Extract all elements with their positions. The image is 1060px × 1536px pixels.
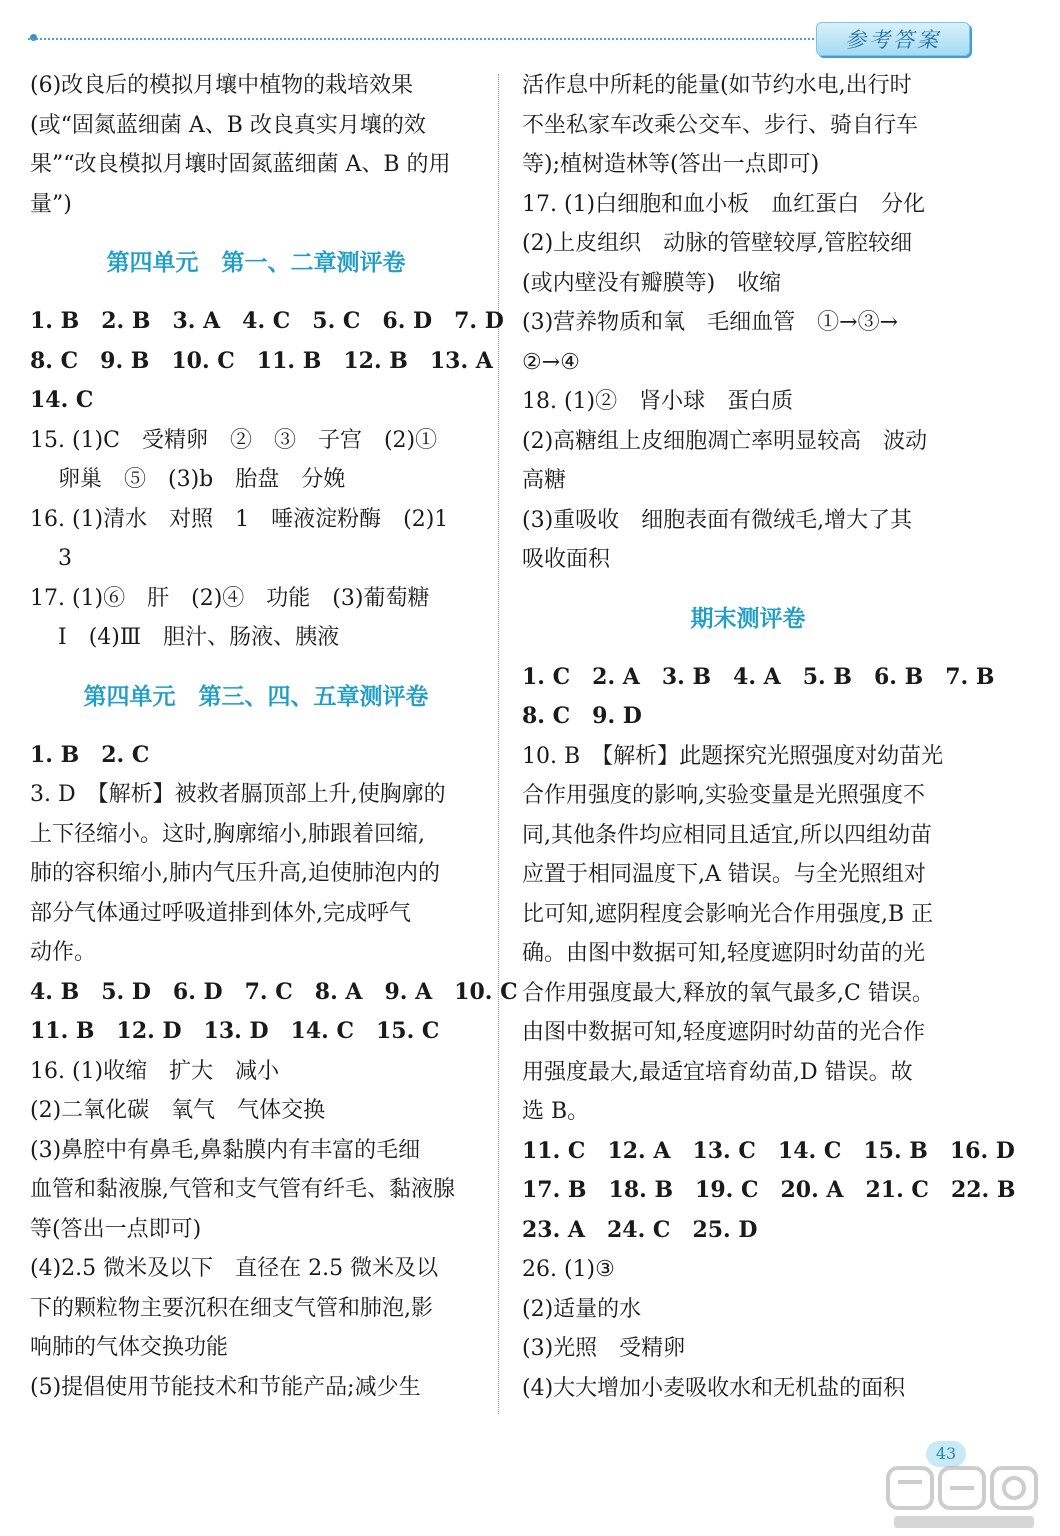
section-title-final-exam: 期末测评卷: [690, 605, 806, 632]
answer-line: 1. C 2. A 3. B 4. A 5. B 6. B 7. B: [522, 663, 995, 690]
text-line: (6)改良后的模拟月壤中植物的栽培效果: [30, 73, 414, 98]
answer-line: (3)营养物质和氧 毛细血管 ①→③→: [522, 310, 899, 335]
answer-line: 17. (1)白细胞和血小板 血红蛋白 分化: [522, 191, 926, 217]
answer-line: 用强度最大,最适宜培育幼苗,D 错误。故: [522, 1059, 913, 1085]
answer-line: ②→④: [522, 349, 580, 375]
answer-line: 17. B 18. B 19. C 20. A 21. C 22. B: [522, 1177, 1016, 1203]
answer-line: (4)大大增加小麦吸收水和无机盐的面积: [522, 1375, 906, 1401]
answer-line: 响肺的气体交换功能: [30, 1335, 229, 1360]
answer-line: Ⅰ (4)Ⅲ 胆汁、肠液、胰液: [58, 625, 340, 650]
answer-line: 不坐私家车改乘公交车、步行、骑自行车: [522, 112, 919, 138]
answer-line: 23. A 24. C 25. D: [522, 1216, 758, 1243]
answer-line: 8. C 9. B 10. C 11. B 12. B 13. A: [30, 347, 493, 374]
answer-line: 16. (1)清水 对照 1 唾液淀粉酶 (2)1: [30, 506, 449, 532]
text-line: 果”“改良模拟月壤时固氮蓝细菌 A、B 的用: [30, 152, 451, 177]
answer-line: 1. B 2. C: [30, 741, 150, 768]
answer-line: (5)提倡使用节能技术和节能产品;减少生: [30, 1374, 421, 1400]
answer-line: (3)光照 受精卵: [522, 1336, 686, 1361]
header-dotted-rule: [28, 38, 818, 40]
answer-line: (3)鼻腔中有鼻毛,鼻黏膜内有丰富的毛细: [30, 1137, 421, 1163]
answer-line: 上下径缩小。这时,胸廓缩小,肺跟着回缩,: [30, 821, 425, 847]
answer-line: 3: [58, 546, 72, 571]
answer-line: 动作。: [30, 940, 97, 965]
watermark-logo: [884, 1462, 1044, 1534]
left-column: [30, 66, 518, 1407]
answer-line: 吸收面积: [522, 547, 611, 572]
answer-line: 11. B 12. D 13. D 14. C 15. C: [30, 1018, 440, 1044]
answer-line: 应置于相同温度下,A 错误。与全光照组对: [522, 862, 926, 887]
answer-line: (2)适量的水: [522, 1296, 642, 1322]
text-line: (或“固氮蓝细菌 A、B 改良真实月壤的效: [30, 112, 426, 138]
answer-line: 11. C 12. A 13. C 14. C 15. B 16. D: [522, 1137, 1015, 1164]
answer-line: 卵巢 ⑤ (3)b 胎盘 分娩: [58, 467, 346, 492]
answer-line: (2)高糖组上皮细胞凋亡率明显较高 波动: [522, 428, 928, 454]
section-title-unit4-ch3-5: 第四单元 第三、四、五章测评卷: [83, 683, 429, 710]
answer-line: 高糖: [522, 468, 567, 493]
page-number: 43: [926, 1441, 966, 1467]
answer-line: 4. B 5. D 6. D 7. C 8. A 9. A 10. C: [30, 978, 518, 1005]
text-line: 量”): [30, 191, 72, 217]
answer-line: 确。由图中数据可知,轻度遮阴时幼苗的光: [522, 941, 925, 966]
answer-line: 15. (1)C 受精卵 ② ③ 子宫 (2)①: [30, 427, 438, 453]
answer-line: 3. D 【解析】被救者膈顶部上升,使胸廓的: [30, 782, 446, 807]
answer-line: 肺的容积缩小,肺内气压升高,迫使肺泡内的: [30, 861, 440, 886]
column-divider: [498, 74, 499, 1414]
answer-line: 血管和黏液腺,气管和支气管有纤毛、黏液腺: [30, 1177, 455, 1202]
answer-line: (2)二氧化碳 氧气 气体交换: [30, 1098, 326, 1123]
answer-line: 10. B 【解析】此题探究光照强度对幼苗光: [522, 743, 944, 769]
answer-line: 合作用强度的影响,实验变量是光照强度不: [522, 783, 925, 808]
answer-line: 18. (1)② 肾小球 蛋白质: [522, 389, 794, 414]
answer-line: 8. C 9. D: [522, 703, 642, 729]
answer-line: 比可知,遮阴程度会影响光合作用强度,B 正: [522, 901, 934, 927]
answer-line: (3)重吸收 细胞表面有微绒毛,增大了其: [522, 507, 913, 533]
answer-line: 26. (1)③: [522, 1257, 615, 1282]
right-column: [522, 66, 1016, 1408]
answer-line: (2)上皮组织 动脉的管壁较厚,管腔较细: [522, 231, 913, 256]
answer-line: 16. (1)收缩 扩大 减小: [30, 1058, 280, 1084]
answer-line: 部分气体通过呼吸道排到体外,完成呼气: [30, 900, 411, 926]
answer-line: 下的颗粒物主要沉积在细支气管和肺泡,影: [30, 1295, 433, 1321]
answer-line: 等(答出一点即可): [30, 1216, 202, 1242]
answer-line: 同,其他条件均应相同且适宜,所以四组幼苗: [522, 822, 932, 848]
answer-line: (4)2.5 微米及以下 直径在 2.5 微米及以: [30, 1256, 439, 1281]
answer-line: 17. (1)⑥ 肝 (2)④ 功能 (3)葡萄糖: [30, 585, 430, 611]
header-tab: 参考答案: [816, 22, 970, 56]
section-title-unit4-ch1-2: 第四单元 第一、二章测评卷: [106, 250, 406, 276]
answer-line: 14. C: [30, 387, 94, 413]
answer-line: 选 B。: [522, 1099, 590, 1124]
answer-line: 1. B 2. B 3. A 4. C 5. C 6. D 7. D: [30, 308, 504, 334]
answer-line: (或内壁没有瓣膜等) 收缩: [522, 270, 782, 296]
answer-line: 活作息中所耗的能量(如节约水电,出行时: [522, 73, 912, 98]
answer-line: 由图中数据可知,轻度遮阴时幼苗的光合作: [522, 1020, 925, 1045]
answer-line: 等);植树造林等(答出一点即可): [522, 152, 820, 177]
answer-line: 合作用强度最大,释放的氧气最多,C 错误。: [522, 980, 934, 1006]
